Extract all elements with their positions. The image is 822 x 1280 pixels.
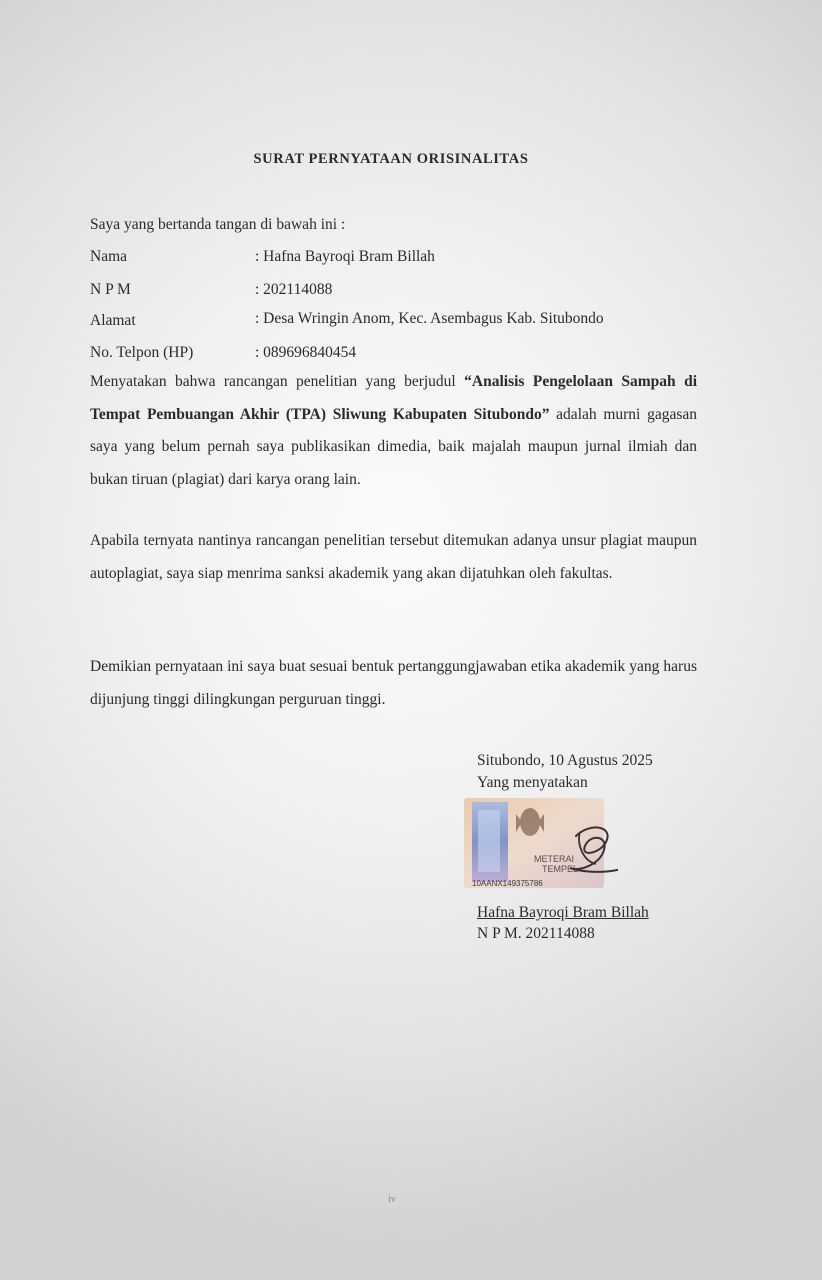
- stamp-code: 10AANX149375786: [472, 879, 543, 888]
- signature-statement: Yang menyatakan: [477, 774, 588, 791]
- closing-paragraph: Demikian pernyataan ini saya buat sesuai bentuk pertanggungjawaban etika akademik yang harus dijunjung tinggi dilingkungan perguruan tinggi.: [90, 658, 697, 708]
- field-label-npm: N P M: [90, 281, 131, 298]
- stamp-graphic: [458, 792, 618, 896]
- signatory-name: Hafna Bayroqi Bram Billah: [477, 904, 649, 921]
- field-label-telpon: No. Telpon (HP): [90, 344, 194, 361]
- page-number: iv: [388, 1194, 396, 1205]
- statement-paragraph: [90, 366, 697, 496]
- field-label-nama: Nama: [90, 248, 128, 265]
- signatory-npm: N P M. 202114088: [477, 925, 595, 942]
- stamp-text-2: TEMPEL: [542, 864, 579, 874]
- field-value-nama: : Hafna Bayroqi Bram Billah: [255, 248, 435, 265]
- research-title: “Analisis Pengelolaan Sampah di Tempat Pembuangan Akhir (TPA) Sliwung Kabupaten Situbondo”: [90, 373, 698, 423]
- meterai-stamp-signature: [458, 792, 618, 896]
- document-title: SURAT PERNYATAAN ORISINALITAS: [253, 151, 529, 167]
- plagiarism-paragraph: Apabila ternyata nantinya rancangan penelitian tersebut ditemukan adanya unsur plagiat maupun autoplagiat, saya siap menrima sanksi akademik yang akan dijatuhkan oleh fakultas.: [90, 532, 697, 582]
- stamp-text-1: METERAI: [534, 854, 575, 864]
- field-value-alamat: : Desa Wringin Anom, Kec. Asembagus Kab. Situbondo: [255, 310, 604, 327]
- place-date: Situbondo, 10 Agustus 2025: [477, 752, 653, 769]
- intro-text: Saya yang bertanda tangan di bawah ini :: [90, 216, 346, 233]
- statement-text-before: Menyatakan bahwa rancangan penelitian yang berjudul: [90, 373, 465, 390]
- statement-text-after: adalah murni gagasan saya yang belum pernah saya publikasikan dimedia, baik majalah maupun jurnal ilmiah dan bukan tiruan (plagiat) dari karya orang lain.: [90, 405, 697, 488]
- field-value-npm: : 202114088: [255, 281, 333, 298]
- field-value-telpon: : 089696840454: [255, 344, 357, 361]
- field-label-alamat: Alamat: [90, 312, 136, 329]
